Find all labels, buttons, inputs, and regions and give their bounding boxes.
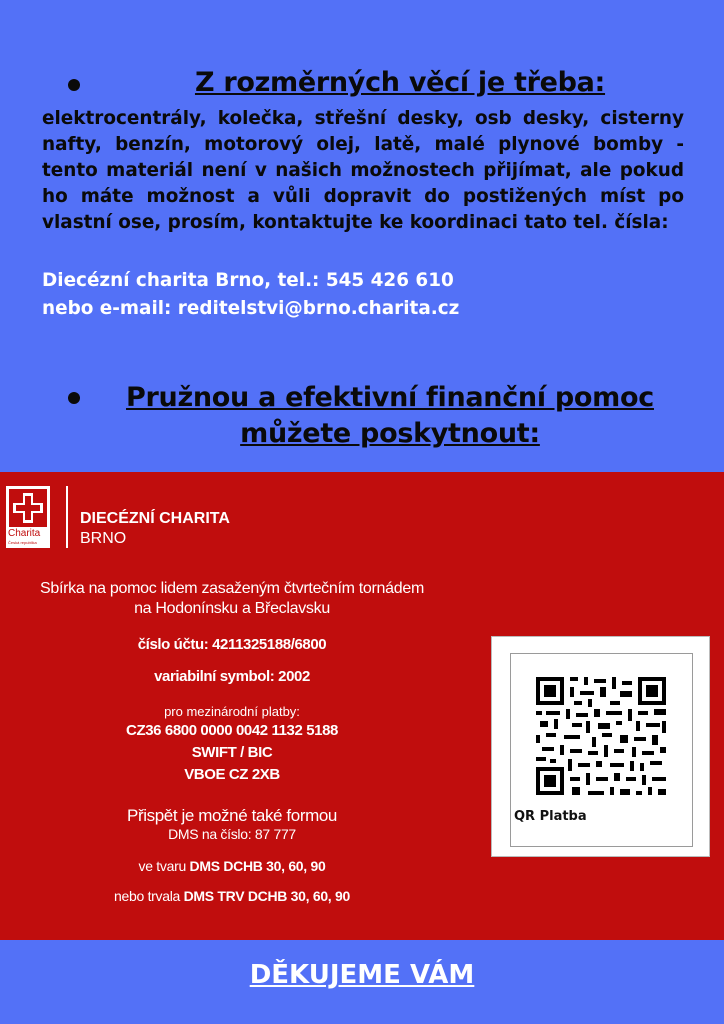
dms-form — [0, 858, 464, 874]
contact-email: nebo e-mail: reditelstvi@brno.charita.cz — [42, 298, 460, 319]
finance-heading-line1: Pružnou a efektivní finanční pomoc — [126, 382, 654, 413]
intl-label: pro mezinárodní platby: — [164, 704, 300, 719]
purpose-line1: Sbírka na pomoc lidem zasaženým čtvrtečním tornádem — [40, 580, 424, 597]
thanks-message: DĚKUJEME VÁM — [249, 960, 475, 990]
bullet-icon — [68, 392, 80, 404]
logo-subtext: Česká republika — [8, 540, 37, 545]
info-section — [0, 0, 724, 472]
dms-number: DMS na číslo: 87 777 — [168, 826, 296, 842]
variable-symbol: variabilní symbol: 2002 — [154, 668, 310, 685]
swift-code: VBOE CZ 2XB — [184, 766, 280, 783]
qr-code-icon — [516, 661, 666, 797]
footer — [0, 940, 724, 1024]
finance-heading-line2: můžete poskytnout: — [240, 418, 540, 449]
section-heading-items: Z rozměrných věcí je třeba: — [194, 67, 606, 98]
org-city: BRNO — [80, 530, 127, 547]
logo-divider — [66, 486, 68, 548]
dms-form-prefix: ve tvaru — [138, 858, 190, 874]
dms-heading: Přispět je možné také formou — [127, 806, 337, 825]
qr-label: QR Platba — [514, 809, 587, 824]
items-description: elektrocentrály, kolečka, střešní desky, osb desky, cisterny nafty, benzín, motorový olej, latě, malé plynové bomby - tento materiál není v našich možnostech přijímat, ale pokud ho máte možnost a vůli dopravit do postižených míst po vlastní ose, prosím, kontaktujte ke koordinaci tato tel. čísla: — [42, 108, 684, 233]
iban: CZ36 6800 0000 0042 1132 5188 — [126, 722, 338, 739]
contact-phone: Diecézní charita Brno, tel.: 545 426 610 — [42, 270, 454, 291]
qr-payment-card — [491, 636, 710, 857]
dms-perm-code: DMS TRV DCHB 30, 60, 90 — [183, 888, 350, 904]
charita-logo — [6, 486, 50, 548]
account-number: číslo účtu: 4211325188/6800 — [137, 636, 327, 653]
logo-text: Charita — [8, 528, 41, 539]
bullet-icon — [68, 79, 80, 91]
section-heading-finance — [110, 380, 670, 452]
dms-permanent — [0, 888, 464, 904]
swift-label: SWIFT / BIC — [191, 744, 273, 761]
dms-form-code: DMS DCHB 30, 60, 90 — [189, 858, 326, 874]
donation-banner — [0, 472, 724, 940]
purpose-line2: na Hodonínsku a Břeclavsku — [134, 600, 330, 617]
dms-perm-prefix: nebo trvala — [114, 888, 184, 904]
org-name: DIECÉZNÍ CHARITA — [80, 510, 230, 527]
